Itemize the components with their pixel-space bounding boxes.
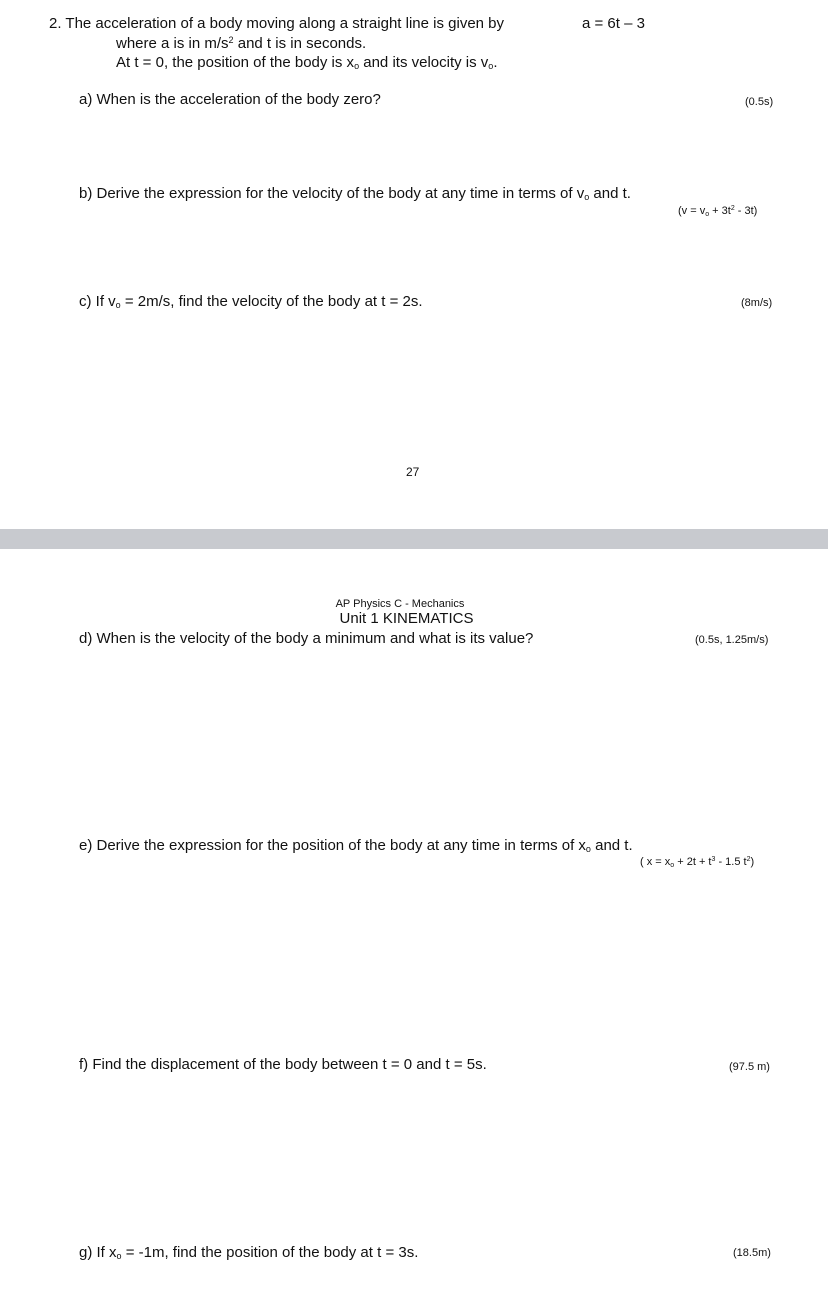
answer-g: (18.5m) [733,1247,771,1259]
page-number: 27 [406,465,420,479]
header-course: AP Physics C - Mechanics [335,598,465,610]
question-f: f) Find the displacement of the body between t = 0 and t = 5s. [79,1056,487,1073]
answer-b: $(v = v_o + 3t^2 - 3t)$ [678,205,758,218]
page-separator [0,529,828,549]
answer-d: (0.5s, 1.25m/s) [695,634,769,646]
problem-intro-line-2: where a is in $m/s^2$ and t is in seconds. [116,35,367,52]
question-e: e) Derive the expression for the position of the body at any time in terms of $x_o$ and t. [79,837,633,854]
answer-f: (97.5 m) [729,1061,770,1073]
acceleration-formula: a = 6t – 3 [582,15,645,32]
problem-intro-text: The acceleration of a body moving along a straight line is given by [65,15,505,32]
answer-c: (8m/s) [741,297,773,309]
problem-intro-line-1 [49,15,504,33]
problem-number: 2. [49,15,62,32]
question-c: c) If $v_o = 2m/s$, find the velocity of the body at t = 2s. [79,293,423,310]
answer-e: ( $x = x_o + 2t + t^3 - 1.5$ $t^2$) [640,856,755,869]
question-a: a) When is the acceleration of the body zero? [79,91,381,108]
question-d: d) When is the velocity of the body a minimum and what is its value? [79,630,534,647]
answer-a: (0.5s) [745,96,774,108]
question-b: b) Derive the expression for the velocity of the body at any time in terms of $v_o$ and t. [79,185,631,202]
header-unit: Unit 1 KINEMATICS [339,610,474,627]
problem-intro-line-3: At t = 0, the position of the body is $x_o$ and its velocity is $v_o$. [116,54,498,71]
question-g: g) If $x_o = -1m$, find the position of the body at t = 3s. [79,1244,419,1261]
